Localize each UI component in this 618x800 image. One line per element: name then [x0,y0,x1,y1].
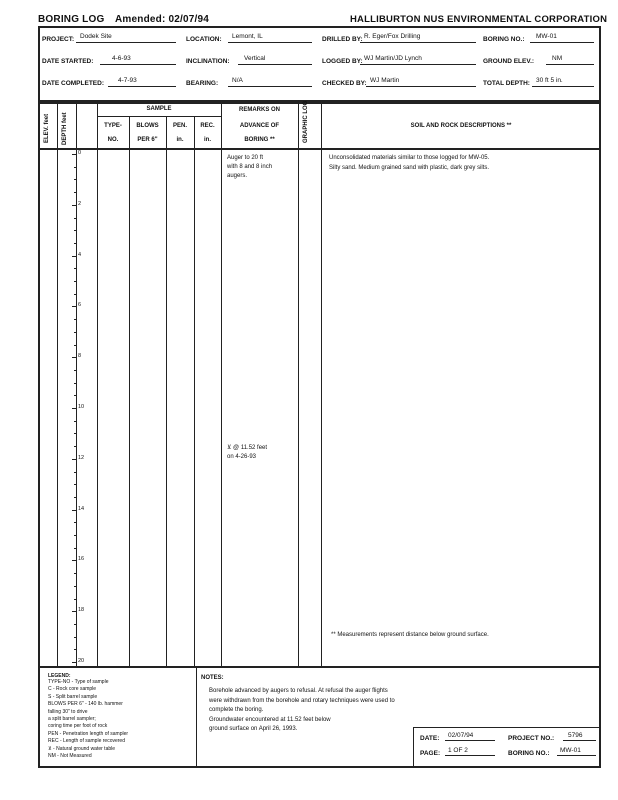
inclination-label: INCLINATION: [186,58,230,65]
depth-header: DEPTH feet [62,112,68,145]
legend-line: coring time per foot of rock [48,723,108,730]
legend-line: C - Rock core sample [48,686,97,693]
depth-minor-tick [74,332,77,333]
depth-minor-tick [74,484,77,485]
depth-tick [72,306,77,307]
footer-page-value: 1 OF 2 [448,747,468,754]
remarks-auger-3: augers. [227,173,248,179]
depth-minor-tick [74,218,77,219]
depth-minor-tick [74,586,77,587]
depth-minor-tick [74,395,77,396]
depth-minor-tick [74,497,77,498]
depth-minor-tick [74,433,77,434]
inclination-value: Vertical [244,55,266,62]
type-no-header-2: NO. [107,137,119,143]
legend-line: NM - Not Measured [48,753,92,759]
remarks-auger-2: with 8 and 8 inch [227,164,273,170]
pen-header-2: in. [176,137,184,143]
type-no-header-1: TYPE- [104,123,122,129]
bearing-label: BEARING: [186,80,219,87]
footer-page-label: PAGE: [420,750,441,757]
depth-minor-tick [74,624,77,625]
date-started-value: 4-6-93 [112,55,131,62]
legend-line: TYPE-NO - Type of sample [48,679,109,685]
log-table [38,102,601,668]
description-line-1: Unconsolidated materials similar to those logged for MW-05. [329,155,490,161]
depth-minor-tick [74,599,77,600]
boring-no-value: MW-01 [536,33,557,40]
depth-tick-label: 16 [78,556,85,563]
depth-minor-tick [74,243,77,244]
checked-by-value: WJ Martin [370,77,400,84]
logged-by-value: WJ Martin/JD Lynch [364,55,422,62]
depth-minor-tick [74,637,77,638]
depth-minor-tick [74,472,77,473]
total-depth-label: TOTAL DEPTH: [483,80,530,87]
depth-tick-label: 6 [78,302,82,309]
legend-line: S - Split barrel sample [48,693,98,700]
depth-minor-tick [74,370,77,371]
depth-tick [72,510,77,511]
ground-elev-value: NM [552,55,563,62]
project-label: PROJECT: [42,36,75,43]
footer-project-no-value: 5796 [568,732,583,739]
legend-line: a split barrel sampler; [48,716,96,722]
total-depth-value: 30 ft 5 in. [536,77,563,84]
notes-line: Groundwater encountered at 11.52 feet below [209,716,331,723]
footer-boring-no-value: MW-01 [560,747,581,754]
logged-by-label: LOGGED BY: [322,58,363,65]
notes-line: were withdrawn from the borehole and rotary techniques were used to [209,697,395,704]
depth-minor-tick [74,548,77,549]
company-name: HALLIBURTON NUS ENVIRONMENTAL CORPORATION [350,14,608,25]
remarks-water-2: on 4-26-93 [227,454,257,460]
description-line-2: Silty sand. Medium grained sand with plastic, dark grey silts. [329,165,490,171]
bearing-value: N/A [232,77,243,84]
notes-title: NOTES: [201,675,224,681]
depth-tick-label: 10 [78,404,85,410]
remarks-header-3: BORING ** [244,137,275,143]
rec-header-1: REC. [200,123,215,129]
depth-tick [72,205,77,206]
footer-date-value: 02/07/94 [448,732,474,739]
depth-tick-label: 12 [78,454,85,461]
footer-date-label: DATE: [420,735,440,742]
legend-title: LEGEND: [48,673,71,679]
depth-minor-tick [74,649,77,650]
legend-line: ⊻ - Natural ground water table [48,745,116,752]
remarks-auger-1: Auger to 20 ft [227,155,264,161]
graphic-log-header: GRAPHIC LOG [303,100,309,143]
soil-rock-header: SOIL AND ROCK DESCRIPTIONS ** [410,123,512,129]
depth-minor-tick [74,230,77,231]
depth-minor-tick [74,573,77,574]
remarks-header-1: REMARKS ON [238,107,280,113]
depth-tick-label: 8 [78,353,82,360]
date-completed-label: DATE COMPLETED: [42,80,104,87]
depth-tick [72,408,77,409]
depth-tick-label: 14 [78,505,85,512]
footer-boring-no-label: BORING NO.: [508,750,550,757]
legend-line: PEN - Penetration length of sampler [48,730,129,737]
depth-minor-tick [74,294,77,295]
remarks-water-1: ⊻ @ 11.52 feet [227,445,268,451]
notes-line: Borehole advanced by augers to refusal. At refusal the auger flights [209,688,388,694]
depth-tick-label: 18 [78,607,85,614]
depth-tick-label: 20 [78,658,85,664]
boring-no-label: BORING NO.: [483,36,525,43]
depth-tick-label: 0 [78,150,82,156]
location-value: Lemont, IL [232,33,263,40]
depth-minor-tick [74,167,77,168]
blows-header-2: PER 6" [137,137,158,143]
drilled-by-label: DRILLED BY: [322,36,363,43]
pen-header-1: PEN. [172,123,187,129]
drilled-by-value: R. Eger/Fox Drilling [364,33,421,40]
notes-line: complete the boring. [209,707,264,714]
depth-minor-tick [74,192,77,193]
depth-minor-tick [74,319,77,320]
date-started-label: DATE STARTED: [42,58,94,65]
depth-tick [72,154,77,155]
depth-tick [72,256,77,257]
legend-line: REC - Length of sample recovered [48,738,125,745]
depth-tick [72,459,77,460]
sample-header: SAMPLE [146,106,172,112]
footer-project-no-label: PROJECT NO.: [508,735,555,742]
depth-minor-tick [74,281,77,282]
depth-minor-tick [74,179,77,180]
depth-minor-tick [74,383,77,384]
date-completed-value: 4-7-93 [118,77,137,84]
depth-tick [72,611,77,612]
location-label: LOCATION: [186,36,222,43]
boring-log-title: BORING LOG [38,14,105,25]
notes-line: ground surface on April 26, 1993. [209,726,298,733]
rec-header-2: in. [204,137,211,143]
legend-line: falling 30" to drive [48,708,88,715]
blows-header-1: BLOWS [136,123,159,129]
depth-tick-label: 2 [78,200,82,207]
depth-tick-label: 4 [78,251,82,258]
legend-line: BLOWS PER 6" - 140 lb. hammer [48,701,123,708]
elev-header: ELEV. feet [44,113,50,143]
depth-minor-tick [74,421,77,422]
depth-minor-tick [74,268,77,269]
amended-date: Amended: 02/07/94 [115,14,209,25]
ground-elev-label: GROUND ELEV.: [483,58,535,65]
depth-minor-tick [74,535,77,536]
depth-tick [72,560,77,561]
depth-minor-tick [74,522,77,523]
checked-by-label: CHECKED BY: [322,80,367,87]
remarks-header-2: ADVANCE OF [239,123,280,129]
depth-tick [72,662,77,663]
depth-minor-tick [74,446,77,447]
project-value: Dodek Site [80,33,112,40]
description-footnote: ** Measurements represent distance below ground surface. [331,632,489,638]
depth-tick [72,357,77,358]
depth-minor-tick [74,345,77,346]
